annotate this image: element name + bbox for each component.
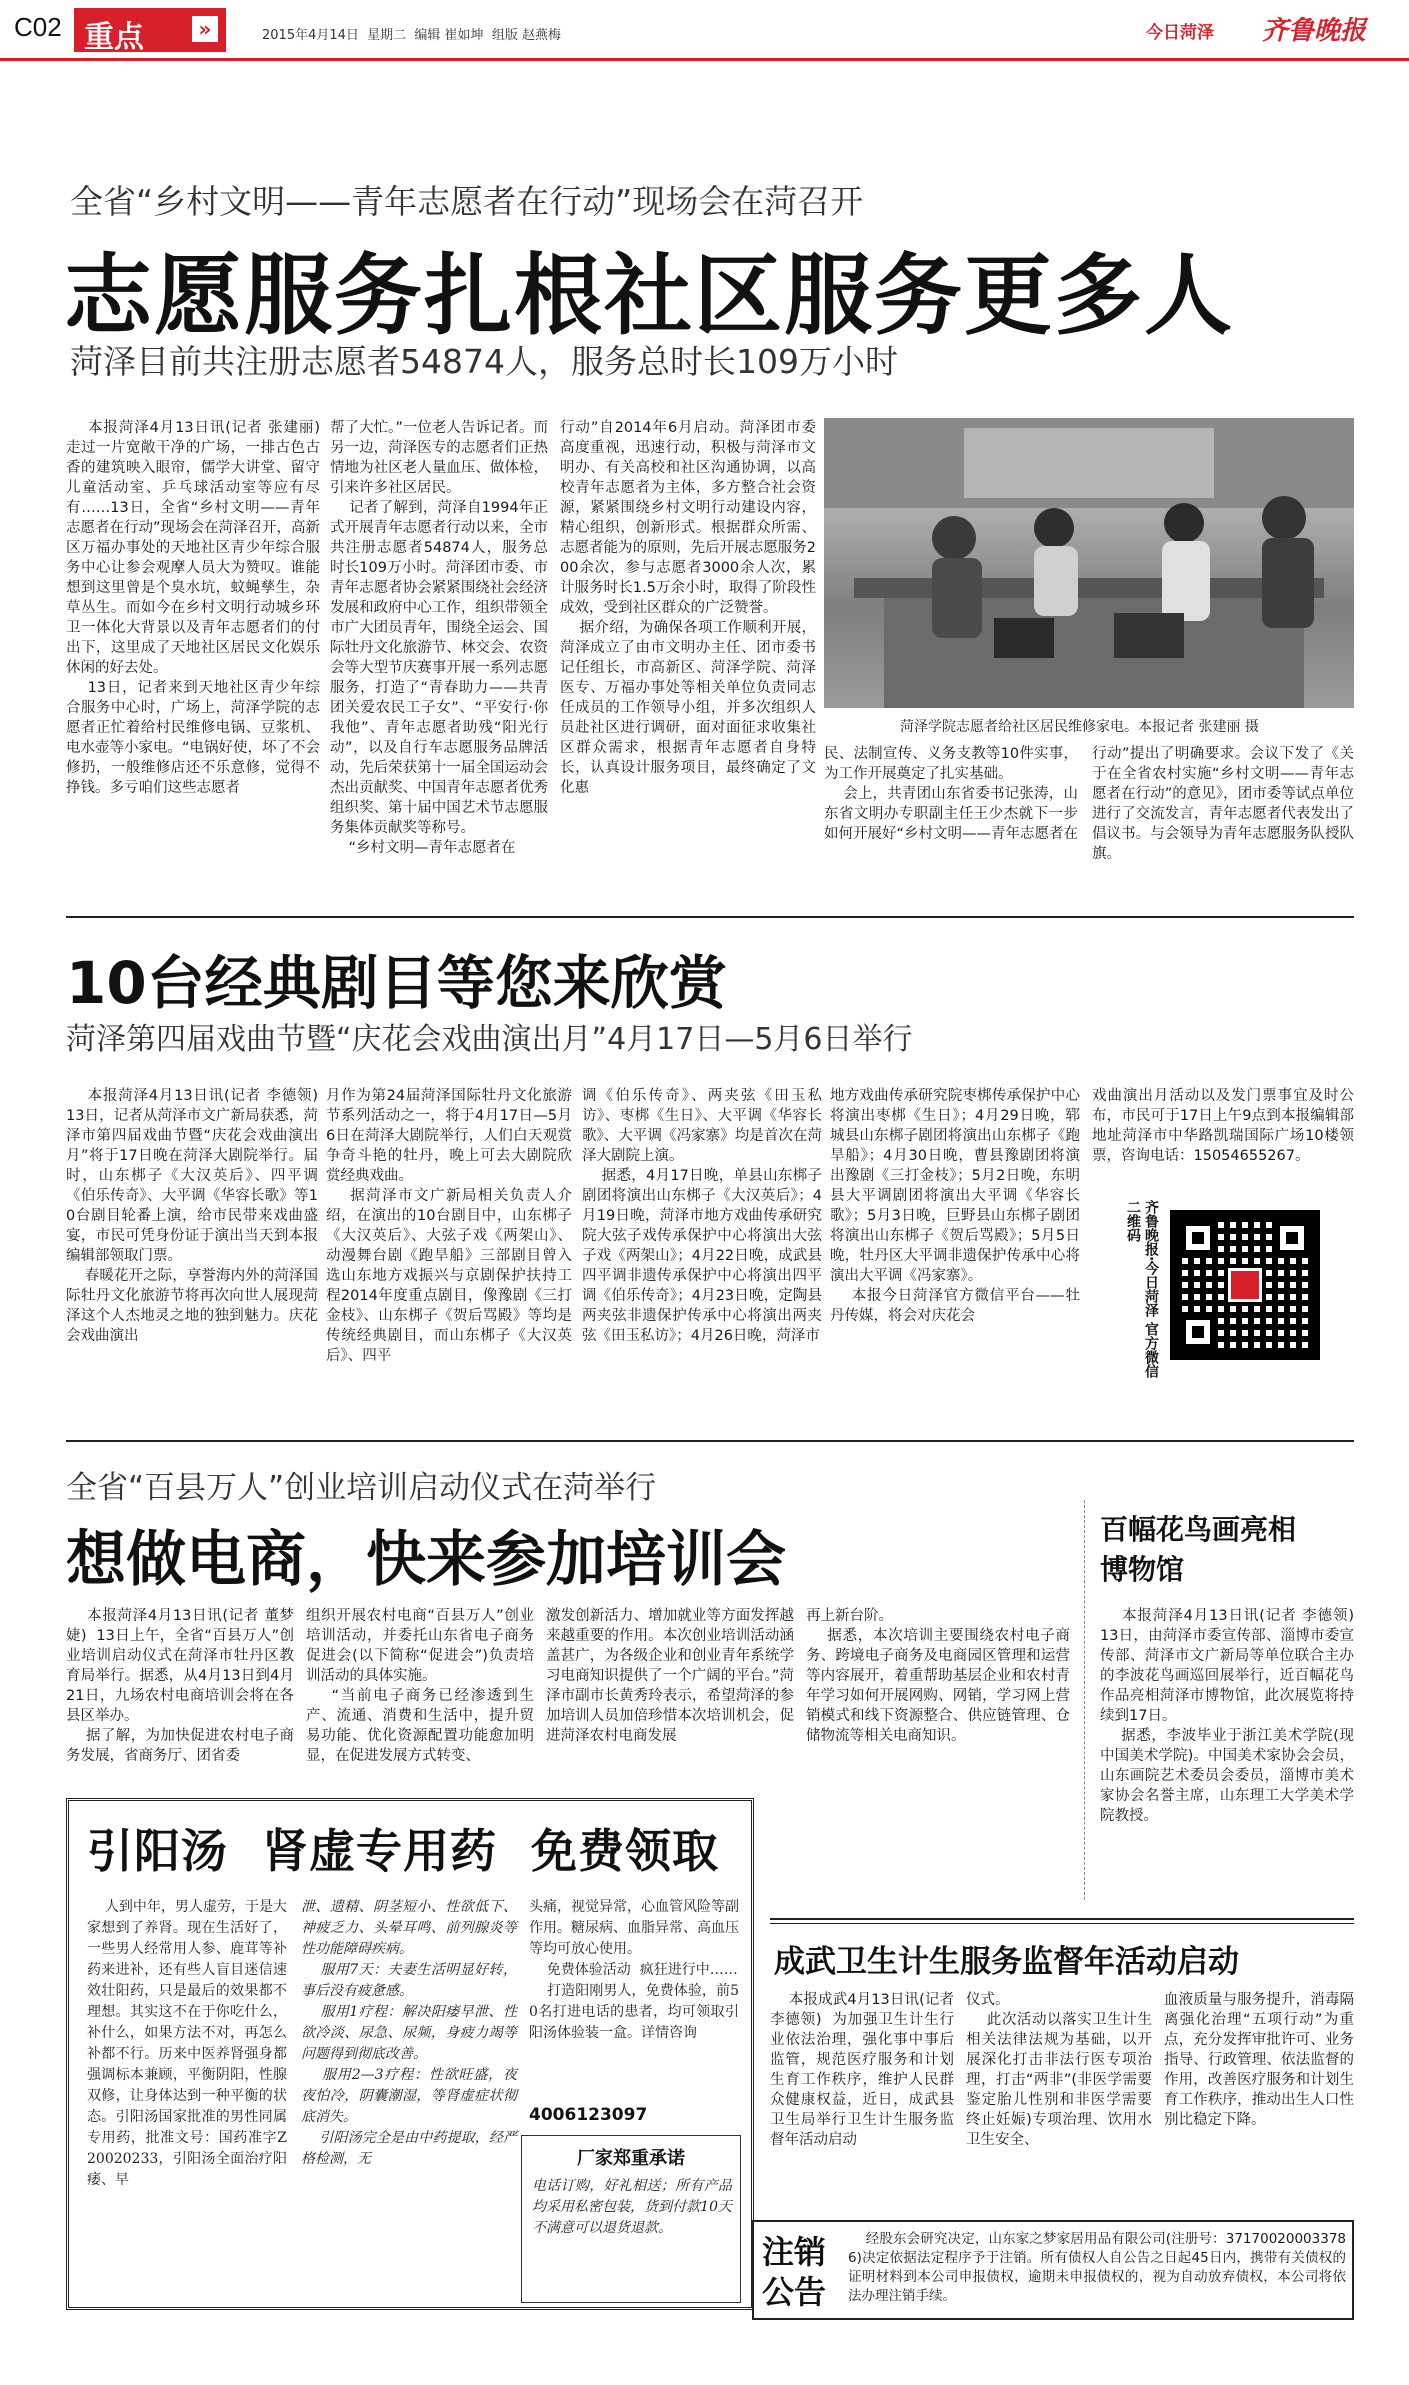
a2-col4: 地方戏曲传承研究院枣梆传承保护中心将演出枣梆《生日》；4月29日晚，郓城县山东梆子剧团将演出山东梆子《跑旱船》；4月30日晚，曹县豫剧团将演出豫剧《三打金枝》；5月2日晚，东明县大平调剧团将演出大平调《华容长歌》；5月3日晚，巨野县山东梆子剧团将演出山东梆子《贺后骂殿》；5月5日晚，牡丹区大平调非遗保护传承中心将演出大平调《冯家寨》。 本报今日菏泽官方微信平台——牡丹传媒，将会对庆花会 <box>830 1088 1081 1324</box>
section-divider <box>66 916 1354 918</box>
a4-body: 本报菏泽4月13日讯(记者 李德领) 13日，由菏泽市委宣传部、淄博市委宣传部、菏泽市文广新局等单位联合主办的李波花鸟画巡回展举行，近百幅花鸟作品亮相菏泽市博物馆，此次展览将持续到17日。 据悉，李波毕业于浙江美术学院(现中国美术学院)。中国美术家协会会员，山东画院艺术委员会委员，淄博市美术家协会名誉主席，山东理工大学美术学院教授。 <box>1100 1608 1355 1824</box>
a1-col2: 帮了大忙。”一位老人告诉记者。而另一边，菏泽医专的志愿者们正热情地为社区老人量血压、做体检，引来许多社区居民。 记者了解到，菏泽自1994年正式开展青年志愿者行动以来，全市共注册志愿者54874人，服务总时长109万小时。菏泽团市委、市青年志愿者协会紧紧围绕社会经济发展和政府中心工作，组织带领全市广大团员青年，围绕全运会、国际牡丹文化旅游节、林交会、农资会等大型节庆赛事开展一系列志愿服务，打造了“青春助力——共青团关爱农民工子女”、“平安行·你我他”、青年志愿者助残“阳光行动”，以及自行车志愿服务品牌活动，先后荣获第十一届全国运动会杰出贡献奖、中国青年志愿者优秀组织奖、第十届中国艺术节志愿服务集体贡献奖等称号。 “乡村文明—青年志愿者在 <box>330 420 548 856</box>
ad-dealer-text: 电话订购，好礼相送；所有产品均采用私密包装，货到付款10天不满意可以退货退款。 <box>532 2178 732 2236</box>
column-name: 今日菏泽 <box>1146 23 1214 43</box>
a3-col4: 再上新台阶。 据悉，本次培训主要围绕农村电子商务、跨境电子商务及电商园区管理和运营等内容展开，着重帮助基层企业和农村青年学习如何开展网购、网销，学习网上营销模式和线下资源整合、供应链管理、仓储物流等相关电商知识。 <box>806 1608 1071 1744</box>
a2-subtitle: 菏泽第四届戏曲节暨“庆花会戏曲演出月”4月17日—5月6日举行 <box>66 1022 913 1057</box>
notice-box <box>752 2220 1354 2320</box>
notice-body: 经股东会研究决定，山东家之梦家居用品有限公司(注册号：371700200033786)决定依据法定程序予于注销。所有债权人自公告之日起45日内，携带有关债权的证明材料到本公司申报债权，逾期未申报债权的，视为自动放弃债权，本公司将依法办理注销手续。 <box>848 2231 1347 2304</box>
a1-col1: 本报菏泽4月13日讯(记者 张建丽) 走过一片宽敞干净的广场，一排古色古香的建筑映入眼帘，儒学大讲堂、留守儿童活动室、乒乓球活动室等应有尽有……13日，全省“乡村文明——青年志愿者在行动”现场会在菏泽召开，高新区万福办事处的天地社区青少年综合服务中心让参会观摩人员大为赞叹。谁能想到这里曾是个臭水坑，蚊蝇孳生，杂草丛生。而如今在乡村文明行动城乡环卫一体化大背景以及青年志愿者们的付出下，这里成了天地社区居民文化娱乐休闲的好去处。 13日，记者来到天地社区青少年综合服务中心时，广场上，菏泽学院的志愿者正忙着给村民维修电锅、豆浆机、电水壶等小家电。“电锅好使，坏了不会修扔，一般维修店还不乐意修，觉得不挣钱。多亏咱们这些志愿者 <box>66 420 321 796</box>
ad-box <box>66 1798 754 2310</box>
section-divider-2 <box>66 1440 1354 1442</box>
a1-col3: 行动”自2014年6月启动。菏泽团市委高度重视，迅速行动，积极与菏泽市文明办、有关高校和社区沟通协调，以高校青年志愿者为主体，多方整合社会资源，紧紧围绕乡村文明行动建设内容，精心组织，创新形式。根据群众所需、志愿者能为的原则，先后开展志愿服务200余次，参与志愿者3000余人次，累计服务时长1.5万余小时，取得了阶段性成效，受到社区群众的广泛赞誉。 据介绍，为确保各项工作顺利开展，菏泽成立了由市文明办主任、团市委书记任组长，市高新区、菏泽学院、菏泽医专、万福办事处等相关单位负责同志任成员的工作领导小组，并多次组织人员赴社区进行调研，面对面征求收集社区群众需求，根据青年志愿者自身特长，认真设计服务项目，最终确定了文化惠 <box>560 420 816 796</box>
qr-code <box>1170 1210 1320 1360</box>
a5-col2: 仪式。 此次活动以落实卫生计生相关法律法规为基础，以开展深化打击非法行医专项治理，打击“两非”(非医学需要鉴定胎儿性别和非医学需要终止妊娠)专项治理、饮用水卫生安全、 <box>966 1992 1153 2148</box>
ad-col1: 人到中年，男人虚劳，于是大家想到了养肾。现在生活好了，一些男人经常用人参、鹿茸等补药来进补，还有些人盲目迷信速效壮阳药，只是最后的效果都不理想。其实这不在于你吃什么，补什么，如果方法不对，再怎么补都不行。历来中医养肾强身都强调标本兼顾，平衡阴阳，性腺双修，让身体达到一种平衡的状态。引阳汤国家批准的男性同属专用药，批准文号：国药准字Z20020233，引阳汤全面治疗阳痿、早 <box>87 1899 287 2188</box>
page-header <box>0 0 1409 58</box>
ad-promise-box <box>521 2135 741 2303</box>
a3-col1: 本报菏泽4月13日讯(记者 董梦婕) 13日上午，全省“百县万人”创业培训启动仪式在菏泽市牡丹区教育局举行。据悉，从4月13日到4月21日，九场农村电商培训会将在各县区举办。 据了解，为加快促进农村电子商务发展，省商务厅、团省委 <box>66 1608 295 1764</box>
page-number: C02 <box>14 12 62 42</box>
section-badge <box>74 8 226 55</box>
qr-caption: 齐鲁晚报·今日菏泽 官方微信二维码 <box>1125 1200 1159 1379</box>
a1-col5: 行动”提出了明确要求。会议下发了《关于在全省农村实施“乡村文明——青年志愿者在行动”的意见》，团市委等试点单位进行了交流发言，青年志愿者代表发出了倡议书。与会领导为青年志愿服务队授队旗。 <box>1092 746 1354 862</box>
a5-col1: 本报成武4月13日讯(记者 李德领) 为加强卫生计生行业依法治理，强化事中事后监管，规范医疗服务和计划生育工作秩序，维护人民群众健康权益，近日，成武县卫生局举行卫生计生服务监督年活动启动 <box>770 1992 959 2148</box>
ad-col2: 泄、遗精、阴茎短小、性欲低下、神疲乏力、头晕耳鸣、前列腺炎等性功能障碍疾病。 服用7天：夫妻生活明显好转，事后没有疲惫感。 服用1疗程：解决阳痿早泄、性欲冷淡、尿急、尿频，身疲力竭等问题得到彻底改善。 服用2—3疗程：性欲旺盛，夜夜怕冷，阴囊潮湿，等肾虚症状彻底消失。 引阳汤完全是由中药提取，经严格检测，无 <box>301 1899 518 2167</box>
a2-col5: 戏曲演出月活动以及发门票事宜及时公布，市民可于17日上午9点到本报编辑部地址菏泽市中华路凯瑞国际广场10楼领票，咨询电话：15054655267。 <box>1092 1088 1354 1164</box>
qr-finder-tl <box>1180 1220 1216 1256</box>
a1-col4: 民、法制宣传、义务支教等10件实事，为工作开展奠定了扎实基础。 会上，共青团山东省委书记张涛，山东省文明办专职副主任王少杰就下一步如何开展好“乡村文明——青年志愿者在 <box>824 746 1079 842</box>
a1-subtitle: 菏泽目前共注册志愿者54874人，服务总时长109万小时 <box>70 342 898 381</box>
ad-phone: 4006123097 <box>529 2105 648 2125</box>
a1-photo-caption: 菏泽学院志愿者给社区居民维修家电。本报记者 张建丽 摄 <box>900 719 1259 735</box>
qr-logo <box>1228 1268 1262 1302</box>
a1-kicker: 全省“乡村文明——青年志愿者在行动”现场会在菏召开 <box>70 182 864 221</box>
paper-logo: 齐鲁晚报 <box>1262 16 1367 46</box>
a5-title: 成武卫生计生服务监督年活动启动 <box>774 1944 1239 1980</box>
a2-col1: 本报菏泽4月13日讯(记者 李德领) 13日，记者从菏泽市文广新局获悉，菏泽市第四届戏曲节暨“庆花会戏曲演出月”将于17日晚在菏泽大剧院举行。届时，山东梆子《大汉英后》、四平调《伯乐传奇》、大平调《华容长歌》等10台剧目轮番上演，给市民带来戏曲盛宴，市民可凭身份证于演出当天到本报编辑部领取门票。 春暖花开之际，享誉海内外的菏泽国际牡丹文化旅游节将再次向世人展现菏泽这个人杰地灵之地的独到魅力。庆花会戏曲演出 <box>66 1088 319 1344</box>
a2-col3: 调《伯乐传奇》、两夹弦《田玉私访》、枣梆《生日》、大平调《华容长歌》、大平调《冯家寨》均是首次在菏泽大剧院上演。 据悉，4月17日晚，单县山东梆子剧团将演出山东梆子《大汉英后》；4月19日晚，菏泽市地方戏曲传承研究院大弦子戏传承保护中心将演出大弦子戏《两架山》；4月22日晚，成武县四平调非遗传承保护中心将演出四平调《伯乐传奇》；4月23日晚，定陶县两夹弦非遗保护传承中心将演出两夹弦《田玉私访》；4月26日晚，菏泽市 <box>582 1088 822 1344</box>
ad-title: 引阳汤 肾虚专用药 免费领取 <box>87 1824 720 1878</box>
notice-label: 注销公告 <box>762 2233 827 2311</box>
a2-col2: 月作为第24届菏泽国际牡丹文化旅游节系列活动之一，将于4月17日—5月6日在菏泽大剧院举行，人们白天观赏争奇斗艳的牡丹，晚上可去大剧院欣赏经典戏曲。 据菏泽市文广新局相关负责人介绍，在演出的10台剧目中，山东梆子《大汉英后》、大弦子戏《两架山》、动漫舞台剧《跑旱船》三部剧目曾入选山东地方戏振兴与京剧保护扶持工程2014年度重点剧目，像豫剧《三打金枝》、山东梆子《贺后骂殿》等均是传统经典剧目，而山东梆子《大汉英后》、四平 <box>326 1088 573 1364</box>
a4-title-text: 百幅花鸟画亮相博物馆 <box>1100 1513 1297 1586</box>
a4-title <box>1100 1510 1340 1590</box>
section-label: 重点 <box>84 20 144 55</box>
ad-col3: 头痛，视觉异常，心血管风险等副作用。糖尿病、血脂异常、高血压等均可放心使用。 免费体验活动 疯狂进行中…… 打造阳刚男人，免费体验，前50名打进电话的患者，均可领取引阳汤体验装一盒。详情咨询 <box>529 1899 739 2041</box>
photo-scene <box>824 418 1354 708</box>
a5-col3: 血液质量与服务提升，消毒隔离强化治理“五项行动”为重点，充分发挥审批许可、业务指导、行政管理、依法监督的作用，改善医疗服务和计划生育工作秩序，推动出生人口性别比稳定下降。 <box>1164 1992 1354 2128</box>
chevron-right-icon: » <box>192 16 218 42</box>
a1-photo <box>824 418 1354 708</box>
qr-finder-tr <box>1274 1220 1310 1256</box>
a2-title: 10台经典剧目等您来欣赏 <box>66 949 727 1017</box>
column-divider <box>1084 1500 1085 1900</box>
a5-divider-top <box>770 1918 1354 1924</box>
edition-date: 2015年4月14日 星期二 编辑 崔如坤 组版 赵燕梅 <box>262 28 561 43</box>
a3-kicker: 全省“百县万人”创业培训启动仪式在菏举行 <box>66 1470 657 1506</box>
header-divider <box>0 58 1409 61</box>
a1-title: 志愿服务扎根社区服务更多人 <box>64 244 1235 347</box>
a3-col3: 激发创新活力、增加就业等方面发挥越来越重要的作用。本次创业培训活动涵盖甚广，为各级企业和创业青年系统学习电商知识提供了一个广阔的平台。”菏泽市副市长黄秀玲表示，希望菏泽的参加培训人员加倍珍惜本次培训机会，促进菏泽农村电商发展 <box>546 1608 794 1744</box>
a3-title: 想做电商，快来参加培训会 <box>66 1525 786 1595</box>
ad-dealer: 厂家郑重承诺 <box>577 2148 685 2169</box>
a3-col2: 组织开展农村电商“百县万人”创业培训活动，并委托山东省电子商务促进会(以下简称“促进会”)负责培训活动的具体实施。 “当前电子商务已经渗透到生产、流通、消费和生活中，提升贸易功能、优化资源配置功能愈加明显，在促进发展方式转变、 <box>306 1608 534 1764</box>
qr-finder-bl <box>1180 1314 1216 1350</box>
